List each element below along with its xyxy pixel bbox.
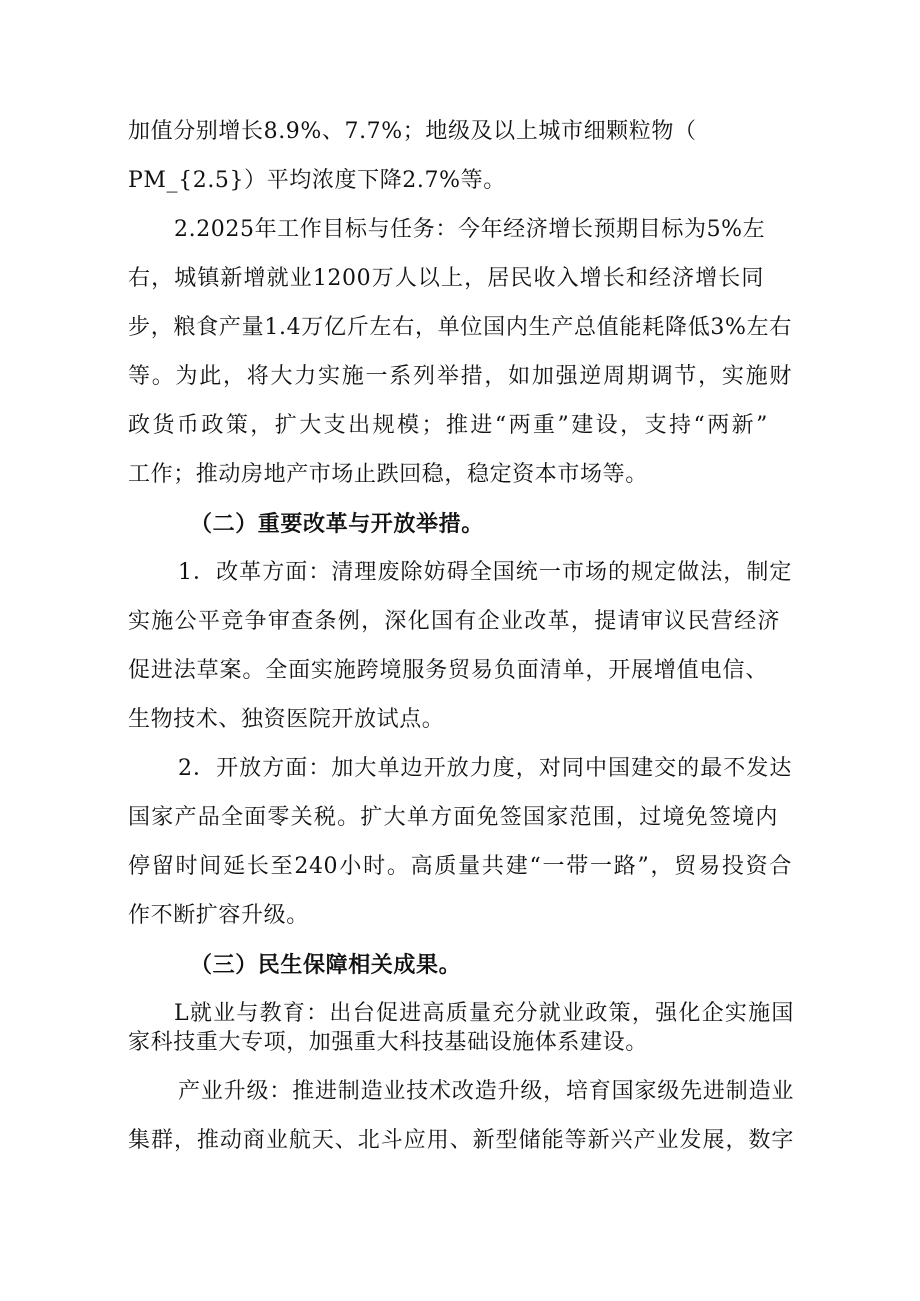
body-line: L就业与教育：出台促进高质量充分就业政策，强化企实施国	[174, 1001, 794, 1026]
body-line: 促进法草案。全面实施跨境服务贸易负面清单，开展增值电信、	[128, 658, 768, 683]
body-line: 2.2025年工作目标与任务：今年经济增长预期目标为5%左	[174, 217, 766, 242]
body-line: 步，粮食产量1.4万亿斤左右，单位国内生产总值能耗降低3%左右	[128, 315, 792, 340]
body-line: 国家产品全面零关税。扩大单方面免签国家范围，过境免签境内	[128, 805, 778, 830]
section-heading: （三）民生保障相关成果。	[190, 952, 462, 978]
body-line: 工作；推动房地产市场止跌回稳，稳定资本市场等。	[128, 462, 648, 487]
body-line: 产业升级：推进制造业技术改造升级，培育国家级先进制造业	[178, 1079, 794, 1104]
body-line: 1．改革方面：清理废除妨碍全国统一市场的规定做法，制定	[178, 560, 792, 585]
body-line: PM_{2.5}）平均浓度下降2.7%等。	[128, 168, 506, 193]
body-line: 等。为此，将大力实施一系列举措，如加强逆周期调节，实施财	[128, 364, 792, 389]
body-line: 集群，推动商业航天、北斗应用、新型储能等新兴产业发展，数字	[128, 1128, 794, 1153]
body-line: 作不断扩容升级。	[128, 903, 309, 928]
body-line: 生物技术、独资医院开放试点。	[128, 707, 445, 732]
body-line: 加值分别增长8.9%、7.7%；地级及以上城市细颗粒物（	[128, 119, 697, 144]
body-line: 2．开放方面：加大单边开放力度，对同中国建交的最不发达	[178, 756, 792, 781]
body-line: 政货币政策，扩大支出规模；推进“两重”建设，支持“两新”	[128, 413, 768, 438]
body-line: 实施公平竞争审查条例，深化国有企业改革，提请审议民营经济	[128, 609, 780, 634]
section-heading: （二）重要改革与开放举措。	[190, 511, 484, 537]
body-line: 停留时间延长至240小时。高质量共建“一带一路”，贸易投资合	[128, 854, 792, 879]
body-line: 右，城镇新增就业1200万人以上，居民收入增长和经济增长同	[128, 266, 764, 291]
body-line: 家科技重大专项，加强重大科技基础设施体系建设。	[128, 1030, 648, 1055]
